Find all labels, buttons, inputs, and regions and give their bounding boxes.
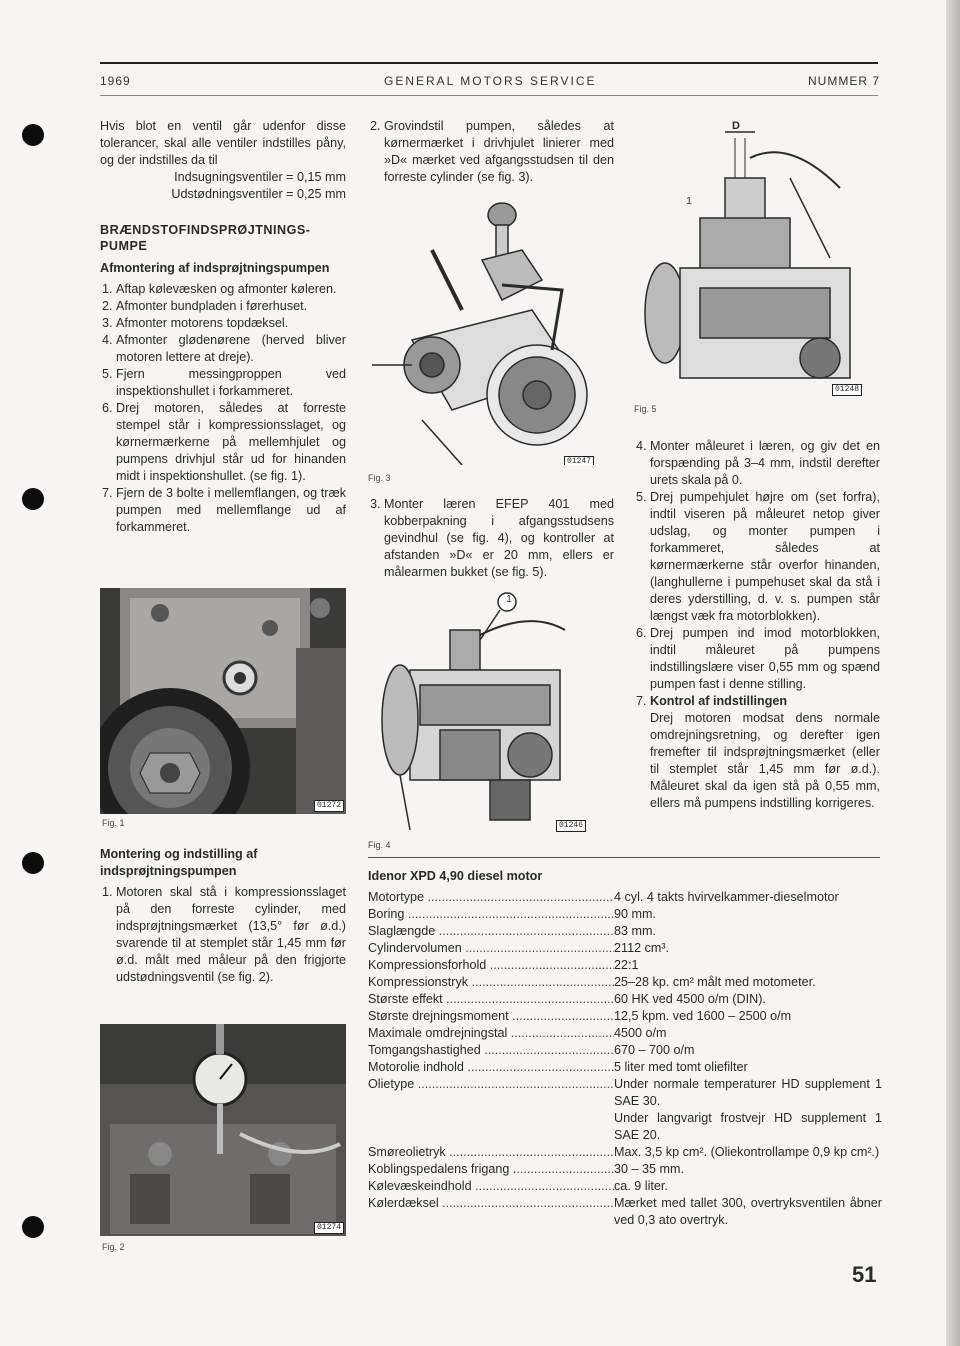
specs-rule [368,857,880,858]
spec-row [368,1059,882,1076]
spec-row [368,1025,882,1042]
step2-block [368,118,614,186]
spec-row [368,1076,882,1110]
steps-col2a [368,118,614,186]
spec-label: Kølerdæksel ..... [368,1195,614,1229]
fig5-caption: Fig. 5 [634,404,657,414]
steps-col2b [368,496,614,581]
pump-with-gauge-drawing [380,590,590,832]
punch-hole [22,124,44,146]
dial-gauge-image [100,1024,346,1236]
fig1-photo [100,588,346,814]
list-item: 1. Motoren skal stå i kompressionsslaget på den forreste cylinder, med indsprøjtningsmærket (13,5° før ø.d.) svarende til at stemplet står 1,45 mm før ø.d. målt med måleur på den frigjorte udstødningsventil (se fig. 2). [116,884,346,986]
spec-label: Olietype ..... [368,1076,614,1110]
spec-label: Kølevæskeindhold ..... [368,1178,614,1195]
spec-row [368,957,882,974]
list-item: 6. Drej motoren, således at forreste stempel står i kompressionsslaget, og kørnermærkerne på mellemhjulet og pumpens drivhjul står ud for hinanden midt i inspektionshullet. (se fig. 1). [116,400,346,485]
spec-label: Kompressionsforhold ..... [368,957,614,974]
spec-row [368,923,882,940]
engine-flywheel-image [100,588,346,814]
spec-row [368,974,882,991]
fig4-tag: 01246 [556,820,586,832]
header-title: GENERAL MOTORS SERVICE [384,74,597,88]
spec-label: Maximale omdrejningstal ..... [368,1025,614,1042]
list-item: 2. Afmonter bundpladen i førerhuset. [116,298,346,315]
steps-col3 [634,438,880,812]
punch-hole [22,1216,44,1238]
fig4-caption: Fig. 4 [368,840,391,850]
list-item: 1. Aftap kølevæsken og afmonter køleren. [116,281,346,298]
spec-label: Motortype ..... [368,889,614,906]
installation-steps [100,884,346,986]
spec-label: Tomgangshastighed ..... [368,1042,614,1059]
list-item: 4. Afmonter glødenørene (herved bliver motoren lettere at dreje). [116,332,346,366]
spec-value: 4500 o/m [614,1026,667,1040]
spec-label: Kompressionstryk ..... [368,974,614,991]
fig5-illustration [640,118,876,398]
spec-row [368,1144,882,1161]
fig5-dim-label: D [732,120,740,132]
spec-value: 2112 cm³. [614,941,670,955]
spec-value: Under normale temperaturer HD supplement 1 SAE 30. [614,1077,882,1108]
spec-value: ca. 9 liter. [614,1179,668,1193]
section-removal [100,222,346,536]
fig4-marker: 1 [506,594,512,605]
spec-label: Største effekt ..... [368,991,614,1008]
pump-gauge-arm-drawing [640,118,876,398]
removal-steps [100,281,346,536]
spec-label: Motorolie indhold ..... [368,1059,614,1076]
fig3-illustration [372,190,600,465]
fig3-caption: Fig. 3 [368,473,391,483]
spec-row [368,1195,882,1229]
intro-text: Hvis blot en ventil går udenfor disse tolerancer, skal alle ventiler indstilles påny, og der indstilles da til [100,119,346,167]
spec-value: 5 liter med tomt oliefilter [614,1060,748,1074]
header-top-rule [100,62,878,64]
list-item: 3. Afmonter motorens topdæksel. [116,315,346,332]
header-year: 1969 [100,74,131,88]
section-heading: BRÆNDSTOFINDSPRØJTNINGS-PUMPE [100,223,311,253]
spec-row [368,991,882,1008]
punch-hole [22,488,44,510]
spec-value: 25–28 kp. cm² målt med motometer. [614,975,816,989]
spec-row [368,1178,882,1195]
spec-row [368,906,882,923]
injection-pump-drawing [372,190,600,465]
spec-value: 60 HK ved 4500 o/m (DIN). [614,992,766,1006]
page-edge-shadow [946,0,960,1346]
spec-row [368,1042,882,1059]
spec-row [368,940,882,957]
spec-row [368,1110,882,1144]
specs-table [368,889,882,1229]
page-number: 51 [852,1262,877,1287]
control-heading: Kontrol af indstillingen [650,694,788,708]
spec-label: Slaglængde ..... [368,923,614,940]
fig4-illustration [380,590,590,832]
list-item [650,693,880,812]
specs-title: Idenor XPD 4,90 diesel motor [368,869,543,883]
spec-value: Max. 3,5 kp cm². (Oliekontrollampe 0,9 kp cm².) [614,1145,880,1159]
spec-value: 670 – 700 o/m [614,1043,695,1057]
spec-label: Cylindervolumen ..... [368,940,614,957]
spec-value: 22:1 [614,958,639,972]
list-item: 5. Drej pumpehjulet højre om (set forfra), indtil viseren på måleuret netop giver udslag, og monter pumpen i forkammeret, således at kørnermærkerne står overfor hinanden, (langhullerne i pumpehuset skal da stå i deres yderstilling, d. v. s. pumpen står længst væk fra motorblokken). [650,489,880,625]
spec-label: Største drejningsmoment ..... [368,1008,614,1025]
header-bottom-rule [100,95,878,96]
fig5-marker: 1 [686,196,692,207]
intro-intake-valves: Indsugningsventiler = 0,15 mm [174,170,346,184]
intro-exhaust-valves: Udstødningsventiler = 0,25 mm [171,187,346,201]
spec-value: 4 cyl. 4 takts hvirvelkammer-dieselmotor [614,890,839,904]
section-installation [100,846,346,986]
list-item: 2. Grovindstil pumpen, således at kørnermærket i drivhjulet linierer med »D« mærket ved afgangsstudsen til den forreste cylinder (se fig. 3). [384,118,614,186]
fig2-caption: Fig. 2 [102,1242,125,1252]
spec-value: 30 – 35 mm. [614,1162,684,1176]
spec-row [368,1008,882,1025]
fig5-tag: 01248 [832,384,862,396]
installation-heading: Montering og indstilling af indsprøjtningspumpen [100,847,258,878]
spec-value: 12,5 kpm. ved 1600 – 2500 o/m [614,1009,792,1023]
steps-col3-list [634,438,880,812]
spec-label: Boring ..... [368,906,614,923]
fig2-photo [100,1024,346,1236]
step3-block [368,496,614,581]
spec-value: 83 mm. [614,924,656,938]
header-issue: NUMMER 7 [808,74,881,88]
spec-label: Koblingspedalens frigang ..... [368,1161,614,1178]
spec-value: Under langvarigt frostvejr HD supplement 1 SAE 20. [614,1111,882,1142]
list-item: 7. Fjern de 3 bolte i mellemflangen, og træk pumpen med mellemflange ud af forkammeret. [116,485,346,536]
spec-value: 90 mm. [614,907,656,921]
section-subheading: Afmontering af indsprøjtningspumpen [100,261,330,275]
control-text: Drej motoren modsat dens normale omdrejningsretning, og derefter igen fremefter til indsprøjtningsmærket (eller til stemplet står 1,45 mm før ø.d.). Måleuret skal da igen stå på 0,55 mm, ellers må pumpens indstilling korrigeres. [650,711,880,810]
spec-value: Mærket med tallet 300, overtryksventilen åbner ved 0,3 ato overtryk. [614,1196,882,1227]
fig2-tag: 01274 [314,1222,344,1234]
list-item: 5. Fjern messingproppen ved inspektionshullet i forkammeret. [116,366,346,400]
spec-row [368,889,882,906]
spec-row [368,1161,882,1178]
list-item: 6. Drej pumpen ind imod motorblokken, indtil måleuret på pumpens indstillingslære viser 0,55 mm og spænd pumpen fast i denne stilling. [650,625,880,693]
punch-hole [22,852,44,874]
spec-label: Smøreolietryk ..... [368,1144,614,1161]
list-item: 4. Monter måleuret i læren, og giv det en forspænding på 3–4 mm, indstil derefter urets skala på 0. [650,438,880,489]
list-item: 3. Monter læren EFEP 401 med kobberpakning i afgangsstudsens gevindhul (se fig. 4), og kontroller at afstanden »D« er 20 mm, ellers er målearmen bukket (se fig. 5). [384,496,614,581]
fig1-caption: Fig. 1 [102,818,125,828]
fig1-tag: 01272 [314,800,344,812]
fig3-tag: 01247 [564,456,594,465]
intro-block [100,118,346,203]
